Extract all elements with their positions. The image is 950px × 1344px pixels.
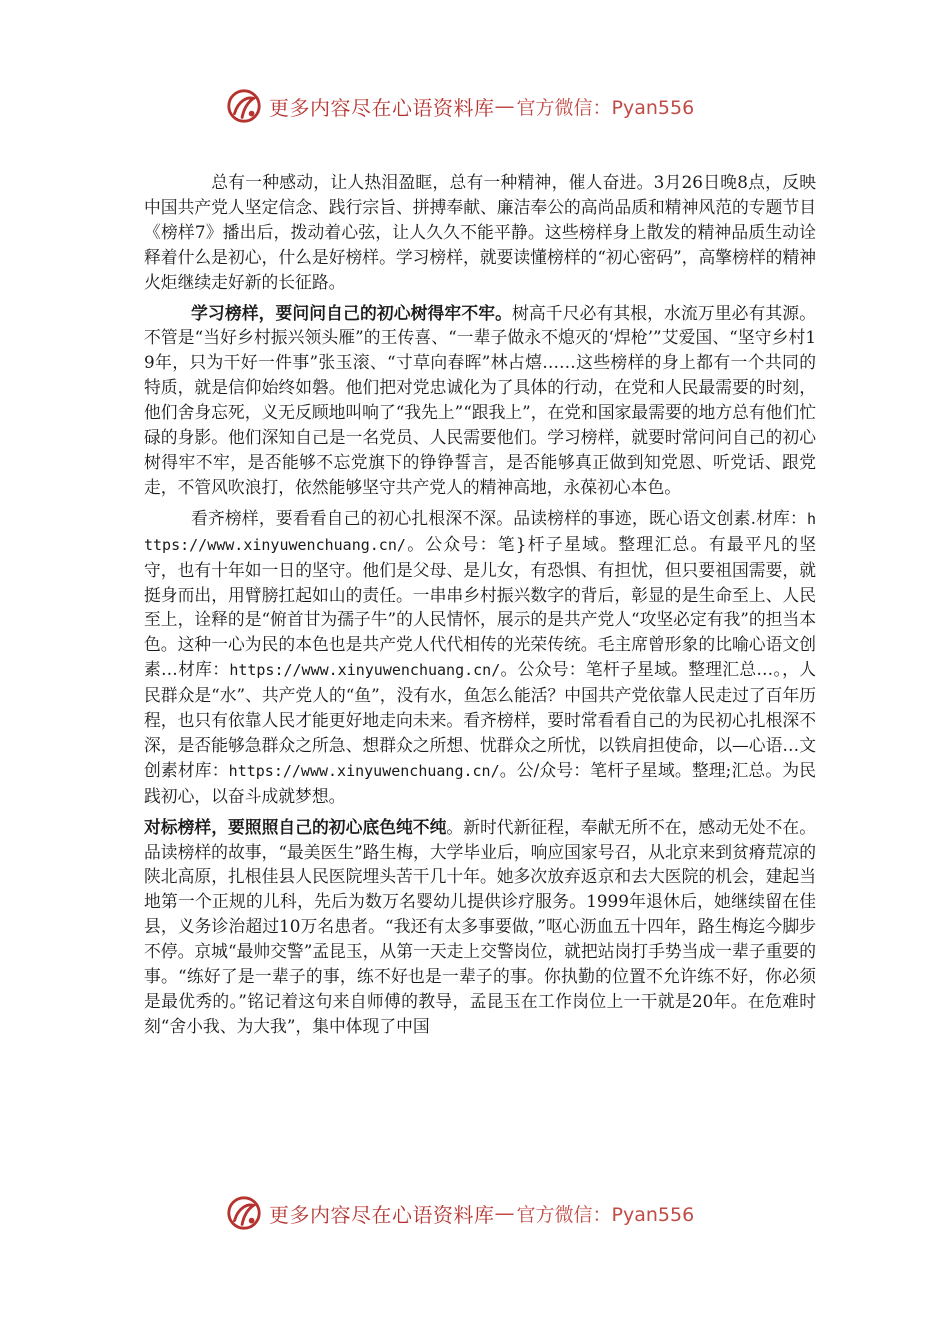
url-link-3: https://www.xinyuwenchuang.cn/ — [228, 761, 500, 780]
header-watermark-banner — [225, 86, 745, 126]
paragraph-learn-body: 树高千尺必有其根，水流万里必有其源。不管是“当好乡村振兴领头雁”的王传喜、“一辈子做永不熄灭的‘焊枪’”艾爱国、“坚守乡村19年，只为干好一件事”张玉滚、“寸草向春晖”林占熺……这些榜样的身上都有一个共同的特质，就是信仰始终如磐。他们把对党忠诚化为了具体的行动，在党和人民最需要的时刻，他们舍身忘死，义无反顾地叫响了“我先上”“跟我上”，在党和国家最需要的地方总有他们忙碌的身影。他们深知自己是一名党员、人民需要他们。学习榜样，就要时常问问自己的初心树得牢不牢，是否能够不忘党旗下的铮铮誓言，是否能够真正做到知党恩、听党话、跟党走，不管风吹浪打，依然能够坚守共产党人的精神高地，永葆初心本色。 — [144, 302, 817, 497]
paragraph-align-part-d: 。公/众号：笔杆子星域。整理;汇总。为民践初心，以奋斗成就梦想。 — [144, 759, 816, 806]
paragraph-benchmark — [144, 815, 816, 1039]
paragraph-intro: 总有一种感动，让人热泪盈眶，总有一种精神，催人奋进。3月26日晚8点，反映中国共产党人坚定信念、践行宗旨、拼搏奉献、廉洁奉公的高尚品质和精神风范的专题节目《榜样7》播出后，拨动着心弦，让人久久不能平静。这些榜样身上散发的精神品质生动诠释着什么是初心，什么是好榜样。学习榜样，就要读懂榜样的“初心密码”，高擎榜样的精神火炬继续走好新的长征路。 — [144, 172, 816, 292]
paragraph-align — [144, 506, 816, 809]
paragraph-learn — [144, 301, 816, 500]
paragraph-benchmark-lead: 对标榜样，要照照自己的初心底色纯不纯 — [144, 816, 447, 837]
footer-watermark-banner — [225, 1193, 745, 1233]
banner-separator: — — [494, 1201, 515, 1225]
paragraph-learn-lead: 学习榜样，要问问自己的初心树得牢不牢。 — [191, 302, 513, 323]
article-body — [144, 170, 816, 1045]
brand-logo-icon — [225, 87, 263, 125]
banner-wechat: 官方微信：Pyan556 — [516, 1203, 695, 1226]
paragraph-align-part-b: 。公众号：笔}杆子星域。整理汇总。有最平凡的坚守，也有十年如一日的坚守。他们是父母、是儿女，有恐惧、有担忧，但只要祖国需要，就挺身而出，用臂膀扛起如山的责任。一串串乡村振兴数字的背后，彰显的是生命至上、人民至上，诠释的是“俯首甘为孺子牛”的人民情怀，展示的是共产党人“攻坚必定有我”的担当本色。这种一心为民的本色也是共产党人代代相传的光荣传统。毛主席曾形象的比喻心语文创素…材库： — [144, 533, 817, 680]
banner-title: 更多内容尽在心语资料库 — [269, 95, 495, 120]
paragraph-align-part-c: 。公众号：笔杆子星域。整理汇总…。，人民群众是“水”、共产党人的“鱼”，没有水，鱼怎么能活？中国共产党依靠人民走过了百年历程，也只有依靠人民才能更好地走向未来。看齐榜样，要时常看看自己的为民初心扎根深不深，是否能够急群众之所急、想群众之所想、忧群众之所忧，以铁肩担使命，以—心语…文创素材库： — [144, 659, 817, 780]
paragraph-benchmark-body: 。新时代新征程，奉献无所不在，感动无处不在。品读榜样的故事，“最美医生”路生梅，大学毕业后，响应国家号召，从北京来到贫瘠荒凉的陕北高原，扎根佳县人民医院埋头苦干几十年。她多次放弃返京和去大医院的机会，建起当地第一个正规的儿科，先后为数万名婴幼儿提供诊疗服务。1999年退休后，她继续留在佳县，义务诊治超过10万名患者。“我还有太多事要做，”呕心沥血五十四年，路生梅迄今脚步不停。京城“最帅交警”孟昆玉，从第一天走上交警岗位，就把站岗打手势当成一辈子重要的事。“练好了是一辈子的事，练不好也是一辈子的事。你执勤的位置不允许练不好，你必须是最优秀的。”铭记着这句来自师傅的教导，孟昆玉在工作岗位上一干就是20年。在危难时刻“舍小我、为大我”，集中体现了中国 — [144, 816, 816, 1036]
banner-wechat: 官方微信：Pyan556 — [516, 96, 695, 119]
url-link-2: https://www.xinyuwenchuang.cn/ — [229, 661, 501, 680]
banner-title: 更多内容尽在心语资料库 — [269, 1202, 495, 1227]
brand-logo-icon — [225, 1194, 263, 1232]
paragraph-align-part-a: 看齐榜样，要看看自己的初心扎根深不深。品读榜样的事迹，既心语文创素.材库： — [191, 507, 807, 528]
url-link-1: https://www.xinyuwenchuang.cn/ — [144, 509, 816, 554]
banner-separator: — — [494, 94, 515, 118]
